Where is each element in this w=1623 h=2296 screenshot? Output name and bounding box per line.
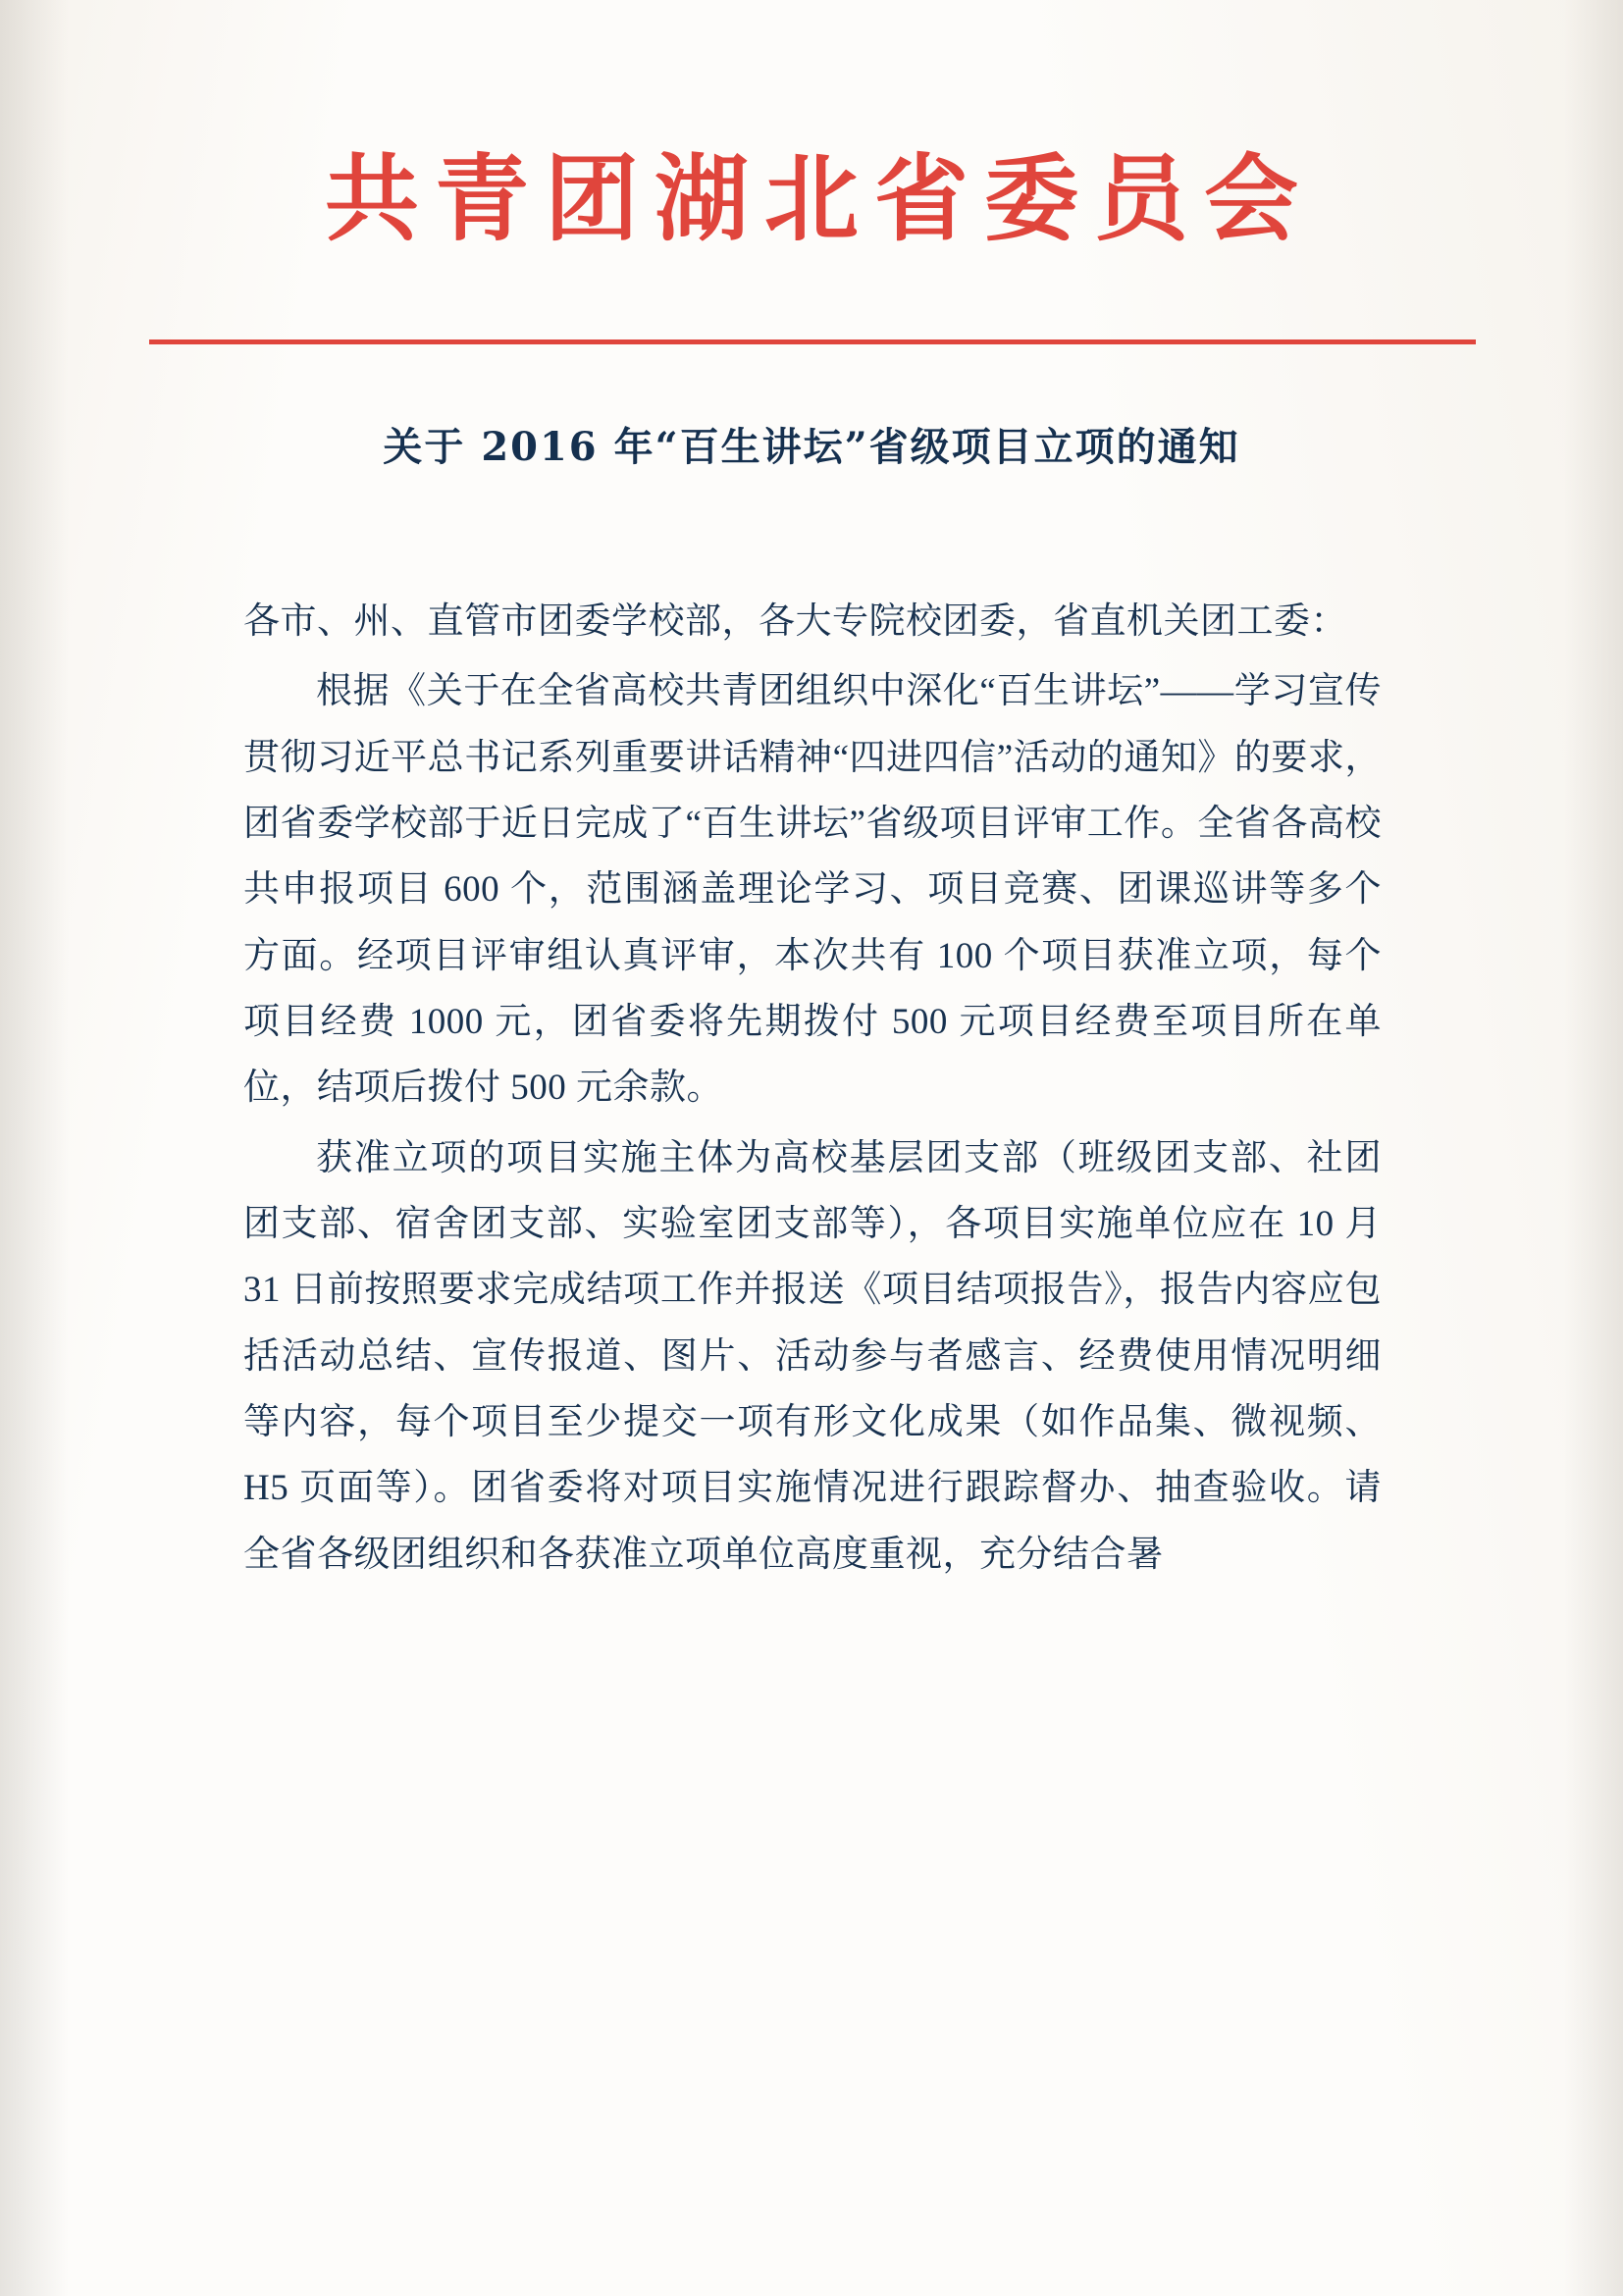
letterhead bbox=[0, 143, 1623, 254]
salutation: 各市、州、直管市团委学校部，各大专院校团委，省直机关团工委： bbox=[243, 601, 1347, 642]
body-paragraph: 获准立项的项目实施主体为高校基层团支部（班级团支部、社团团支部、宿舍团支部、实验室团支部等），各项目实施单位应在 10 月 31 日前按照要求完成结项工作并报送《项目结项报告》，报告内容应包括活动总结、宣传报道、图片、活动参与者感言、经费使用情况明细等内容，每个项目至少提交一项有形文化成果（如作品集、微视频、H5 页面等）。团省委将对项目实施情况进行跟踪督办、抽查验收。请全省各级团组织和各获准立项单位高度重视，充分结合暑 bbox=[243, 1137, 1382, 1575]
letterhead-organization: 共青团湖北省委员会 bbox=[325, 143, 1314, 254]
letterhead-divider-rule bbox=[149, 339, 1476, 344]
body-paragraph: 根据《关于在全省高校共青团组织中深化“百生讲坛”——学习宣传贯彻习近平总书记系列重要讲话精神“四进四信”活动的通知》的要求，团省委学校部于近日完成了“百生讲坛”省级项目评审工作。全省各高校共申报项目 600 个，范围涵盖理论学习、项目竞赛、团课巡讲等多个方面。经项目评审组认真评审，本次共有 100 个项目获准立项，每个项目经费 1000 元，团省委将先期拨付 500 元项目经费至项目所在单位，结项后拨付 500 元余款。 bbox=[243, 671, 1382, 1109]
document-body bbox=[243, 589, 1382, 1592]
document-title: 关于 2016 年“百生讲坛”省级项目立项的通知 bbox=[383, 424, 1240, 470]
